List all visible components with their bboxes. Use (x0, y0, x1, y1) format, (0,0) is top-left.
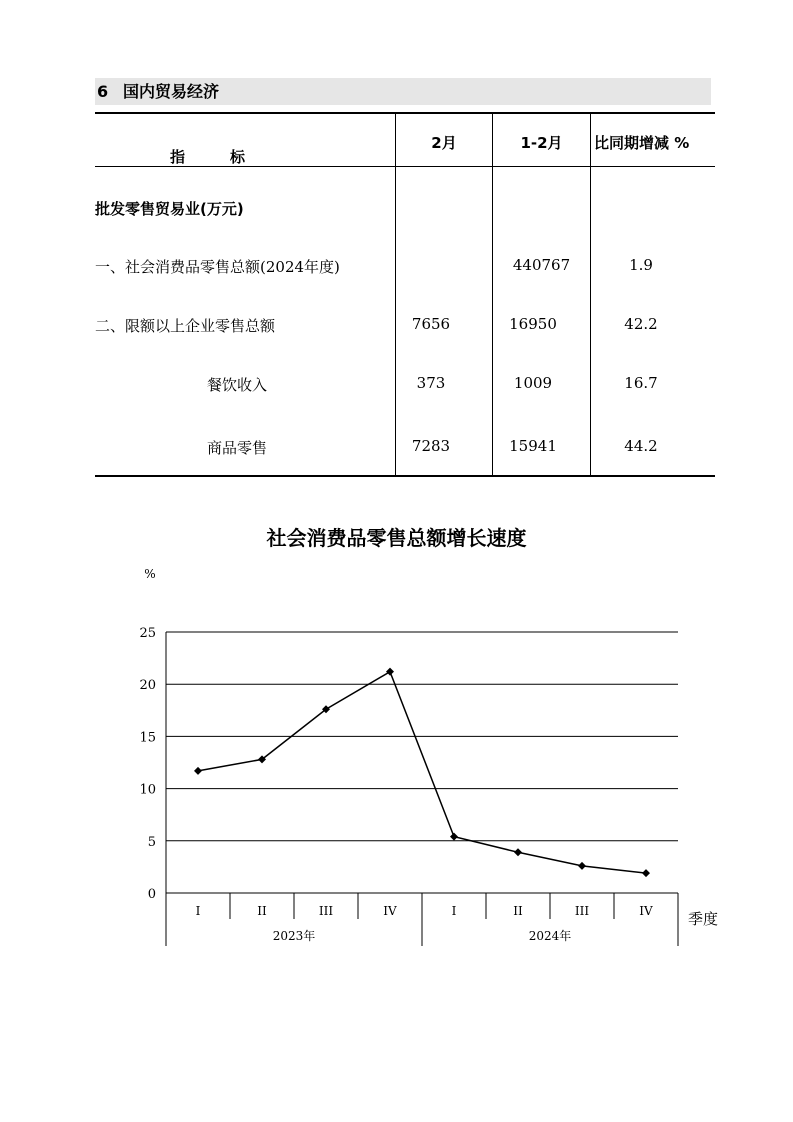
row-month: 373 (416, 374, 446, 392)
row-yoy: 44.2 (624, 437, 658, 455)
row-yoy: 1.9 (629, 256, 653, 274)
row-month: 7283 (411, 437, 451, 455)
series-line (198, 672, 646, 873)
row-month: 7656 (411, 315, 451, 333)
row-label: 一、社会消费品零售总额(2024年度) (95, 258, 340, 276)
row-ytd: 15941 (509, 437, 557, 455)
x-tick-label: IV (383, 904, 397, 918)
row-ytd: 16950 (509, 315, 557, 333)
y-tick-label: 5 (147, 834, 156, 850)
header-month: 2月 (431, 134, 457, 152)
section-number: 6 (97, 82, 109, 101)
x-tick-label: II (257, 904, 267, 918)
header-yoy: 比同期增减 % (594, 134, 690, 152)
x-tick-label: I (451, 904, 457, 918)
x-tick-label: II (513, 904, 523, 918)
y-tick-label: 20 (139, 678, 156, 694)
data-point-marker (642, 869, 650, 877)
row-ytd: 440767 (512, 256, 571, 274)
y-tick-label: 0 (147, 887, 156, 902)
x-tick-label: IV (639, 904, 653, 918)
x-group-label: 2024年 (528, 929, 572, 943)
x-group-label: 2023年 (272, 929, 316, 943)
row-label: 二、限额以上企业零售总额 (95, 317, 276, 335)
data-point-marker (194, 767, 202, 775)
row-yoy: 16.7 (624, 374, 658, 392)
data-point-marker (514, 848, 522, 856)
row-label: 餐饮收入 (207, 376, 268, 394)
header-ytd: 1-2月 (520, 134, 563, 152)
row-ytd: 1009 (513, 374, 553, 392)
y-tick-label: 25 (139, 626, 156, 641)
chart-title: 社会消费品零售总额增长速度 (266, 526, 527, 550)
header-indicator: 指 标 (170, 148, 246, 166)
x-tick-label: III (318, 904, 334, 918)
y-tick-label: 10 (139, 782, 156, 798)
x-tick-label: III (574, 904, 590, 918)
x-axis-label: 季度 (687, 910, 719, 928)
row-yoy: 42.2 (624, 315, 658, 333)
row-label: 商品零售 (207, 439, 268, 457)
y-tick-label: 15 (139, 730, 156, 746)
table-group-title: 批发零售贸易业(万元) (95, 200, 244, 218)
y-axis-label: % (144, 567, 156, 581)
data-point-marker (386, 668, 394, 676)
x-tick-label: I (195, 904, 201, 918)
section-title: 国内贸易经济 (123, 82, 220, 101)
data-point-marker (578, 862, 586, 870)
data-point-marker (450, 833, 458, 841)
